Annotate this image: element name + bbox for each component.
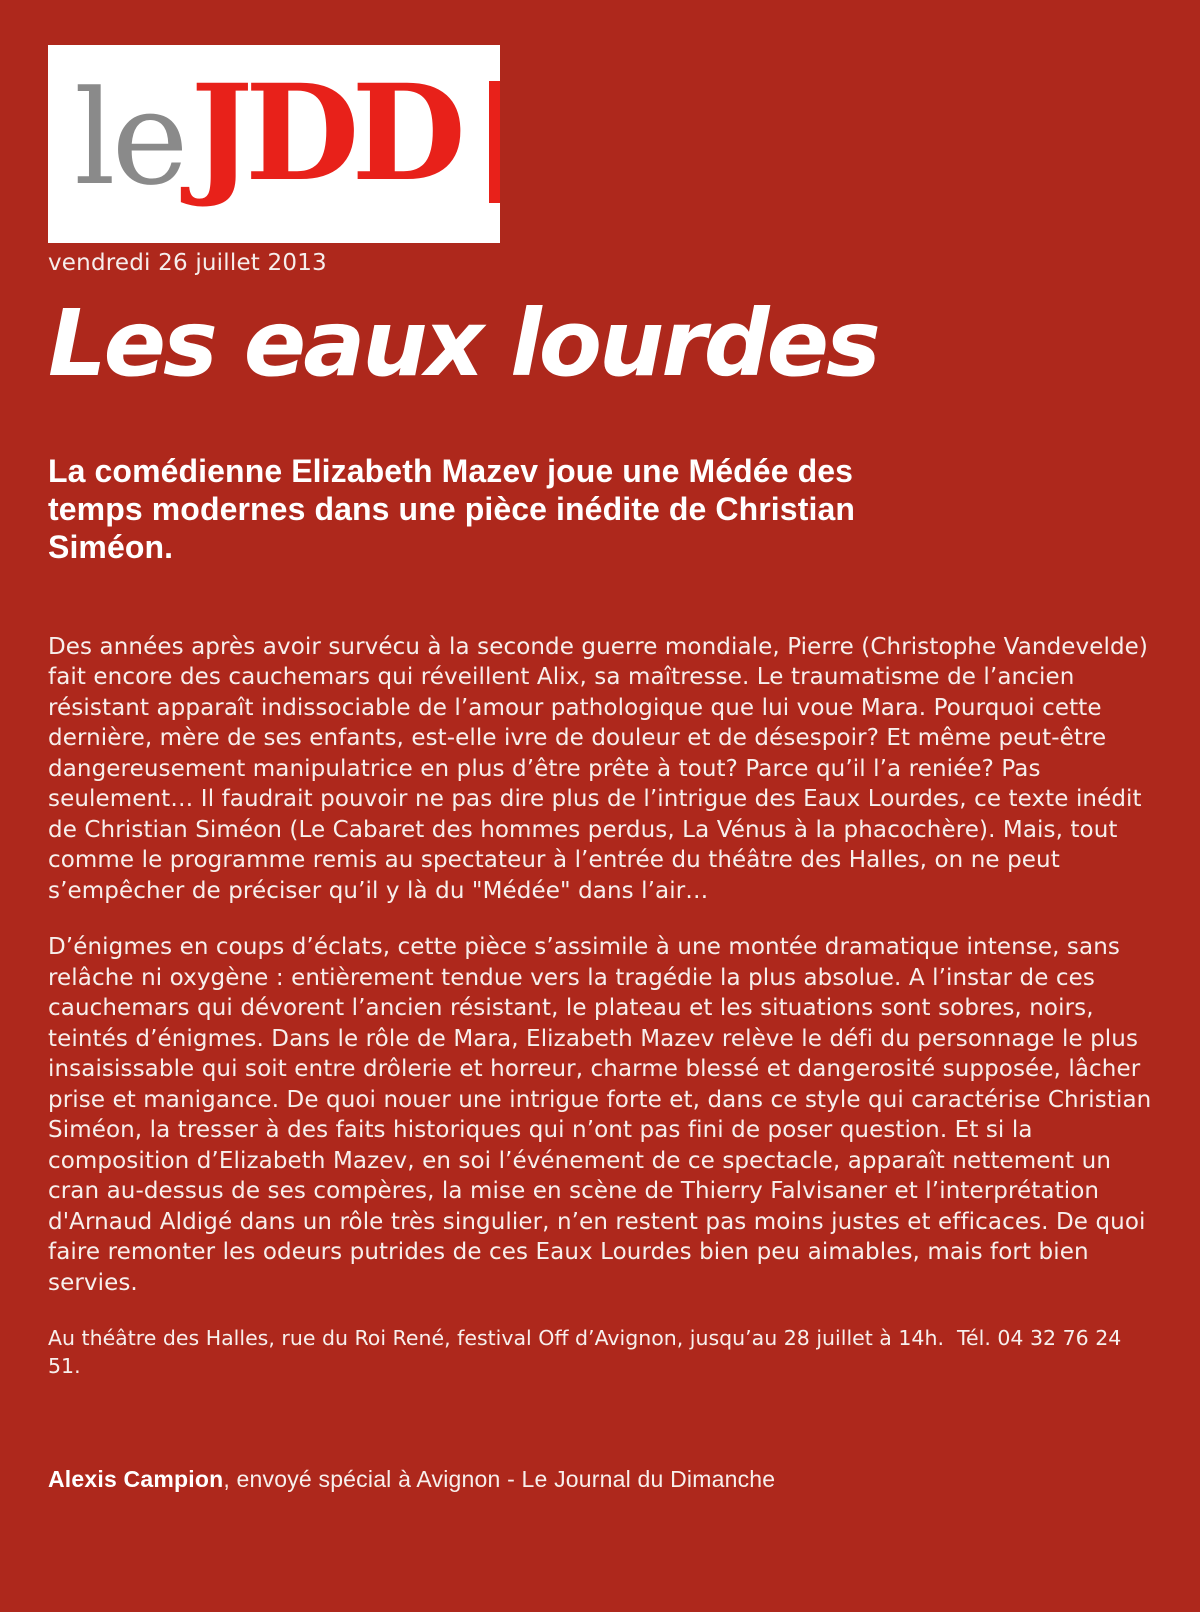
article-body xyxy=(48,632,1156,1299)
venue-info: Au théâtre des Halles, rue du Roi René, festival Off d’Avignon, jusqu’au 28 juillet à 14h. Tél. 04 32 76 24 51. xyxy=(48,1326,1128,1379)
byline-detail: , envoyé spécial à Avignon - Le Journal du Dimanche xyxy=(223,1466,776,1493)
subtitle-line: La comédienne Elizabeth Mazev joue une Médée des xyxy=(48,452,854,489)
jdd-logo-prefix: le xyxy=(74,62,185,214)
byline xyxy=(48,1466,1155,1493)
subtitle-line: temps modernes dans une pièce inédite de Christian xyxy=(48,490,855,527)
publication-date: vendredi 26 juillet 2013 xyxy=(48,250,327,276)
body-paragraph: Des années après avoir survécu à la seconde guerre mondiale, Pierre (Christophe Vandevelde) fait encore des cauchemars qui réveillent Alix, sa maîtresse. Le traumatisme de l’ancien résistant apparaît indissociable de l’amour pathologique que lui voue Mara. Pourquoi cette dernière, mère de ses enfants, est-elle ivre de douleur et de désespoir? Et même peut-être dangereusement manipulatrice en plus d’être prête à tout? Parce qu’il l’a reniée? Pas seulement… Il faudrait pouvoir ne pas dire plus de l’intrigue des Eaux Lourdes, ce texte inédit de Christian Siméon (Le Cabaret des hommes perdus, La Vénus à la phacochère). Mais, tout comme le programme remis au spectateur à l’entrée du théâtre des Halles, on ne peut s’empêcher de préciser qu’il y là du "Médée" dans l’air… xyxy=(48,633,1148,904)
article-subtitle xyxy=(48,452,1155,566)
article-title: Les eaux lourdes xyxy=(48,290,878,397)
jdd-logo-cropped-letter xyxy=(489,81,500,203)
body-paragraph: D’énigmes en coups d’éclats, cette pièce s’assimile à une montée dramatique intense, sans relâche ni oxygène : entièrement tendue vers la tragédie la plus absolue. A l’instar de ces cauchemars qui dévorent l’ancien résistant, le plateau et les situations sont sobres, noirs, teintés d’énigmes. Dans le rôle de Mara, Elizabeth Mazev relève le défi du personnage le plus insaisissable qui soit entre drôlerie et horreur, charme blessé et dangerosité supposée, lâcher prise et manigance. De quoi nouer une intrigue forte et, dans ce style qui caractérise Christian Siméon, la tresser à des faits historiques qui n’ont pas fini de poser question. Et si la composition d’Elizabeth Mazev, en soi l’événement de ce spectacle, apparaît nettement un cran au-dessus de ses compères, la mise en scène de Thierry Falvisaner et l’interprétation d'Arnaud Aldigé dans un rôle très singulier, n’en restent pas moins justes et efficaces. De quoi faire remonter les odeurs putrides de ces Eaux Lourdes bien peu aimables, mais fort bien servies. xyxy=(48,934,1152,1296)
subtitle-line: Siméon. xyxy=(48,528,174,565)
jdd-logo xyxy=(48,45,500,243)
author-name: Alexis Campion xyxy=(48,1466,224,1493)
jdd-logo-main: JDD xyxy=(190,56,458,211)
